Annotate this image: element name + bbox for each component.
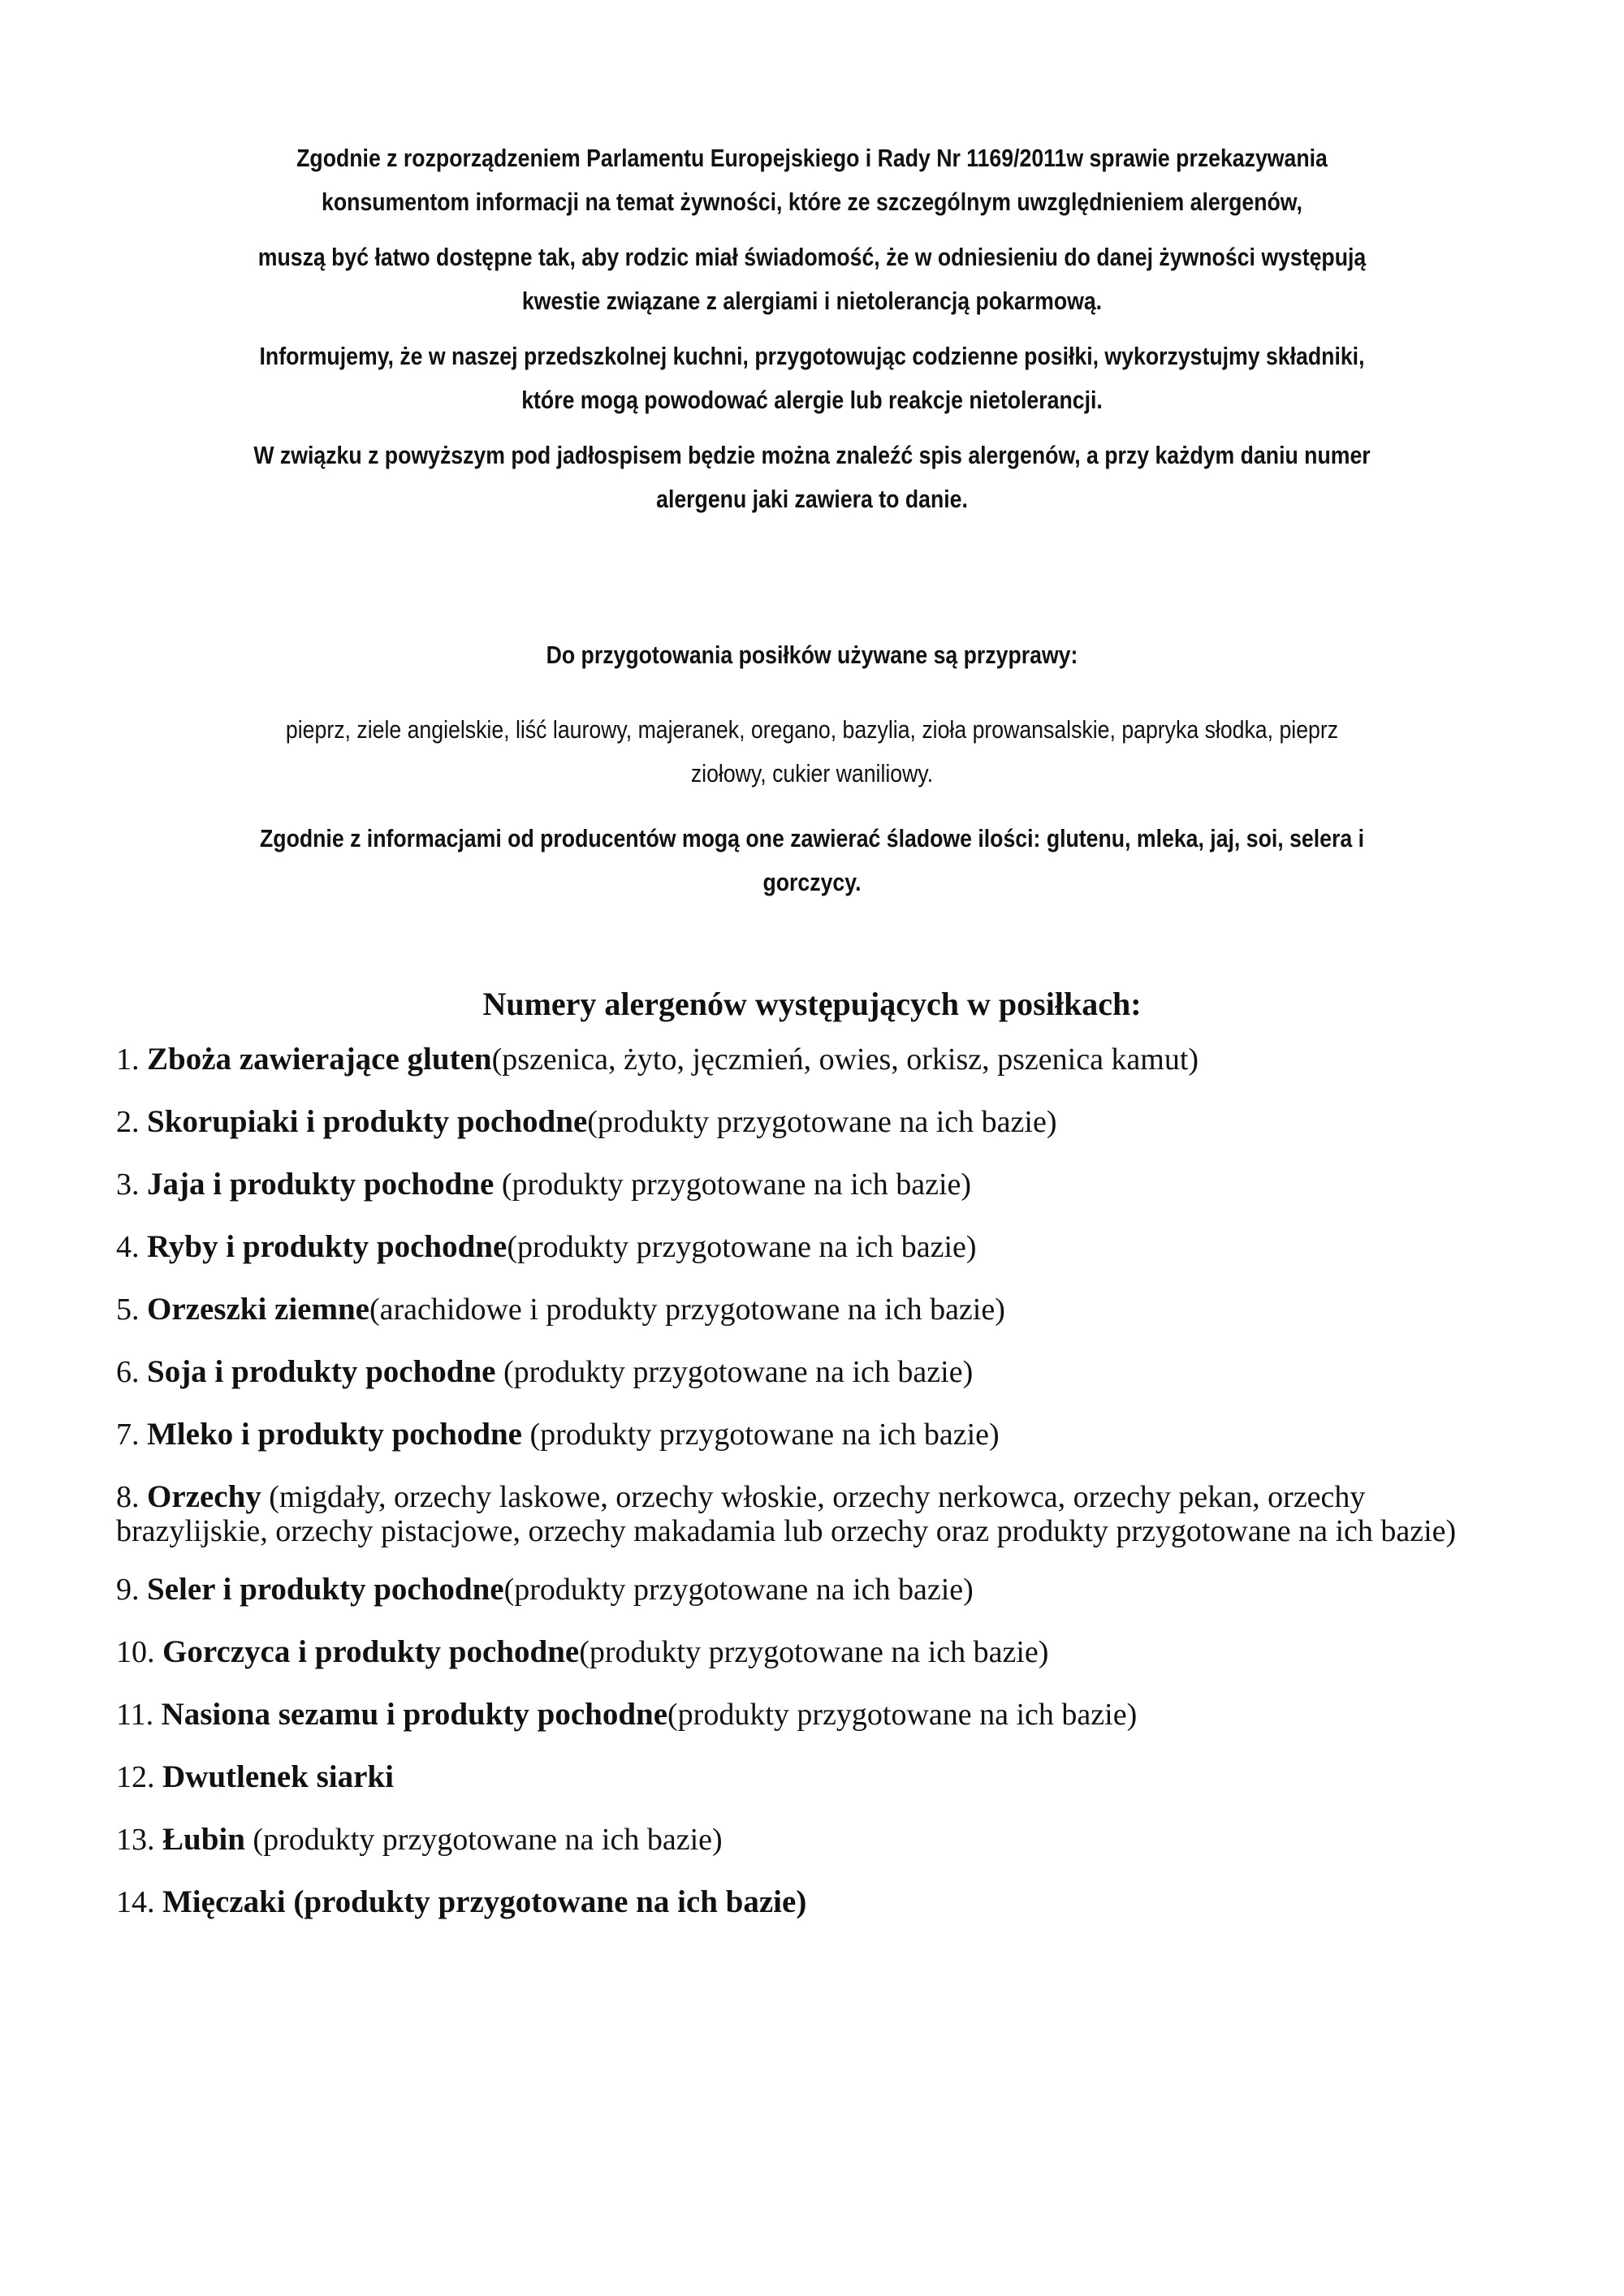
allergen-description: (migdały, orzechy laskowe, orzechy włoskie, orzechy nerkowca, orzechy pekan, orzechy brazylijskie, orzechy pistacjowe, orzechy makadamia lub orzechy oraz produkty przygotowane na ich bazie) (116, 1480, 1457, 1548)
allergen-item (116, 1418, 1513, 1452)
allergen-number: 2. (116, 1105, 147, 1139)
allergen-description: (produkty przygotowane na ich bazie) (495, 1355, 974, 1389)
trace-line: gorczycy. (762, 868, 862, 896)
intro-line: alergenu jaki zawiera to danie. (656, 485, 968, 513)
allergen-item (116, 1167, 1513, 1202)
spices-line: ziołowy, cukier waniliowy. (690, 759, 934, 788)
allergen-item (116, 1042, 1513, 1077)
intro-line: konsumentom informacji na temat żywności, które ze szczególnym uwzględnieniem alergenów, (322, 188, 1302, 216)
intro-paragraph (205, 136, 1419, 224)
spices-heading: Do przygotowania posiłków używane są przyprawy: (546, 641, 1078, 669)
allergen-number: 13. (116, 1823, 162, 1857)
allergen-item (116, 1635, 1513, 1669)
allergen-name: Skorupiaki i produkty pochodne (147, 1104, 588, 1139)
allergens-heading: Numery alergenów występujących w posiłkach: (482, 986, 1142, 1022)
intro-line: Zgodnie z rozporządzeniem Parlamentu Europejskiego i Rady Nr 1169/2011w sprawie przekazywania (296, 144, 1328, 172)
allergen-description: (produkty przygotowane na ich bazie) (494, 1167, 972, 1202)
allergen-name: Mięczaki (produkty przygotowane na ich bazie) (162, 1884, 807, 1919)
allergen-item (116, 1885, 1513, 1919)
allergen-name: Gorczyca i produkty pochodne (162, 1634, 580, 1669)
intro-paragraph (205, 235, 1419, 323)
allergen-description: (produkty przygotowane na ich bazie) (503, 1573, 974, 1607)
allergen-number: 4. (116, 1230, 147, 1264)
allergen-description: (produkty przygotowane na ich bazie) (521, 1418, 1000, 1452)
trace-line: Zgodnie z informacjami od producentów mogą one zawierać śladowe ilości: glutenu, mleka, jaj, soi, selera i (260, 824, 1364, 852)
allergen-item (116, 1230, 1513, 1264)
allergen-item (116, 1480, 1513, 1548)
allergen-number: 9. (116, 1573, 147, 1607)
allergen-description: (produkty przygotowane na ich bazie) (244, 1823, 723, 1857)
allergen-description: (pszenica, żyto, jęczmień, owies, orkisz, pszenica kamut) (491, 1042, 1199, 1077)
allergen-description: (produkty przygotowane na ich bazie) (667, 1698, 1138, 1732)
intro-paragraph (205, 434, 1419, 521)
allergen-number: 14. (116, 1885, 162, 1919)
allergen-description: (arachidowe i produkty przygotowane na ich bazie) (369, 1293, 1005, 1327)
allergen-list (116, 1042, 1513, 1948)
intro-line: Informujemy, że w naszej przedszkolnej kuchni, przygotowując codzienne posiłki, wykorzystujmy składniki, (259, 342, 1365, 370)
allergen-item (116, 1293, 1513, 1327)
allergen-name: Seler i produkty pochodne (147, 1572, 504, 1607)
intro-line: muszą być łatwo dostępne tak, aby rodzic miał świadomość, że w odniesieniu do danej żywności występują (257, 243, 1367, 271)
allergen-item (116, 1105, 1513, 1139)
allergen-number: 1. (116, 1042, 147, 1077)
allergen-name: Ryby i produkty pochodne (147, 1229, 508, 1264)
allergen-number: 12. (116, 1760, 162, 1794)
allergen-item (116, 1698, 1513, 1732)
allergen-name: Mleko i produkty pochodne (147, 1417, 522, 1452)
allergen-number: 5. (116, 1293, 147, 1327)
spices-line: pieprz, ziele angielskie, liść laurowy, majeranek, oregano, bazylia, zioła prowansalskie, papryka słodka, pieprz (285, 715, 1339, 744)
allergen-number: 8. (116, 1480, 147, 1514)
intro-line: które mogą powodować alergie lub reakcje nietolerancji. (521, 386, 1103, 414)
intro-paragraph (205, 334, 1419, 422)
allergen-item (116, 1573, 1513, 1607)
allergen-name: Łubin (162, 1822, 245, 1857)
allergen-number: 11. (116, 1698, 162, 1732)
trace-amounts-note (205, 817, 1419, 904)
allergen-name: Orzeszki ziemne (147, 1292, 369, 1327)
allergen-number: 10. (116, 1635, 162, 1669)
allergen-item (116, 1823, 1513, 1857)
allergen-description: (produkty przygotowane na ich bazie) (507, 1230, 977, 1264)
allergen-description: (produkty przygotowane na ich bazie) (579, 1635, 1049, 1669)
allergen-name: Dwutlenek siarki (162, 1759, 394, 1794)
allergen-name: Orzechy (147, 1479, 261, 1514)
allergen-number: 7. (116, 1418, 147, 1452)
allergen-number: 3. (116, 1167, 147, 1202)
allergen-item (116, 1760, 1513, 1794)
allergen-item (116, 1355, 1513, 1389)
allergen-name: Jaja i produkty pochodne (147, 1167, 495, 1202)
allergen-name: Nasiona sezamu i produkty pochodne (161, 1697, 668, 1732)
allergen-number: 6. (116, 1355, 147, 1389)
allergen-description: (produkty przygotowane na ich bazie) (587, 1105, 1057, 1139)
spices-list (205, 708, 1419, 796)
intro-line: W związku z powyższym pod jadłospisem będzie można znaleźć spis alergenów, a przy każdym daniu numer (253, 441, 1371, 469)
intro-section (205, 136, 1419, 533)
allergen-name: Zboża zawierające gluten (147, 1042, 492, 1077)
intro-line: kwestie związane z alergiami i nietolerancją pokarmową. (521, 287, 1103, 315)
allergen-name: Soja i produkty pochodne (147, 1354, 496, 1389)
